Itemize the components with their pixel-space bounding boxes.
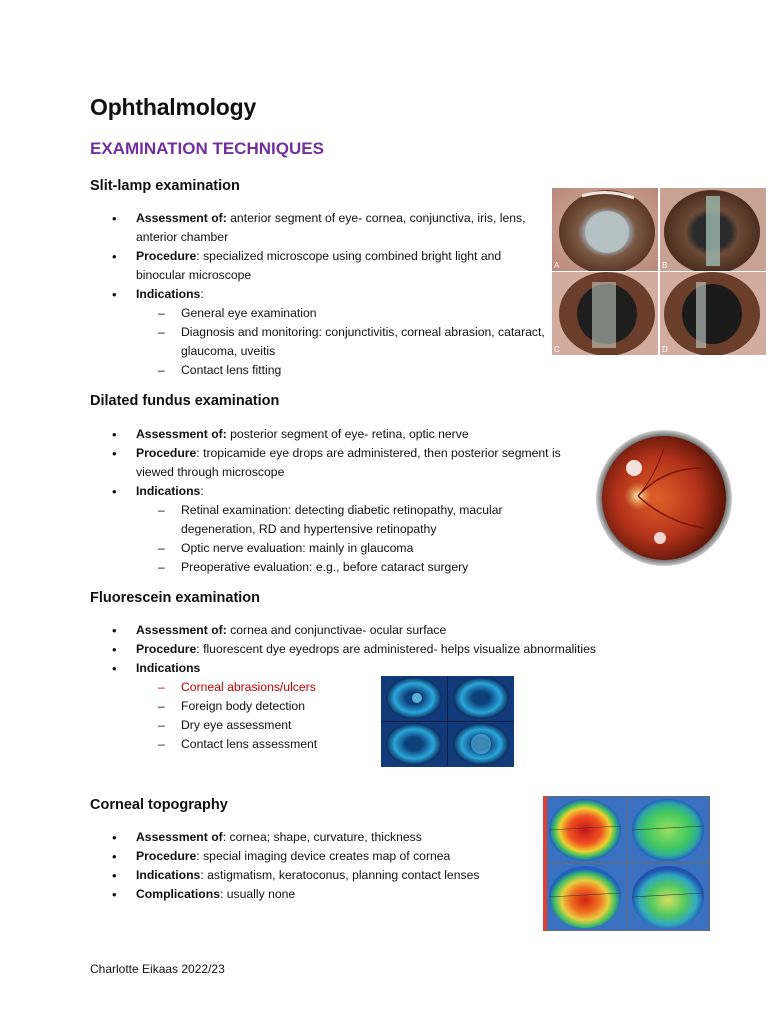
list-item bbox=[90, 444, 590, 482]
indications-label: Indications bbox=[136, 661, 201, 675]
fluorescein-figure bbox=[381, 676, 514, 767]
figure-label-a: A bbox=[554, 261, 560, 270]
slit-lamp-photo-a bbox=[552, 188, 658, 271]
assessment-label: Assessment of bbox=[136, 830, 223, 844]
sub-list-item: – Retinal examination: detecting diabetic retinopathy, macular degeneration, RD and hypertensive retinopathy bbox=[136, 501, 536, 539]
slit-lamp-photo-c bbox=[552, 272, 658, 355]
list-item bbox=[90, 425, 590, 444]
assessment-text: cornea and conjunctivae- ocular surface bbox=[226, 623, 447, 637]
list-item bbox=[90, 482, 590, 577]
list-item bbox=[90, 621, 670, 640]
indications-colon: : bbox=[200, 287, 204, 301]
procedure-text: : special imaging device creates map of cornea bbox=[196, 849, 451, 863]
sub-list-item: – Preoperative evaluation: e.g., before cataract surgery bbox=[136, 558, 536, 577]
complications-text: : usually none bbox=[219, 887, 296, 901]
slit-lamp-heading: Slit-lamp examination bbox=[90, 178, 240, 194]
fundus-photo bbox=[594, 428, 734, 568]
list-item bbox=[90, 828, 530, 847]
slit-lamp-list bbox=[90, 209, 545, 380]
assessment-label: Assessment of: bbox=[136, 623, 227, 637]
sub-list-item-highlight: – Corneal abrasions/ulcers bbox=[136, 678, 670, 697]
indications-sublist bbox=[136, 501, 536, 577]
assessment-text: anterior segment of eye- cornea, conjunctiva, iris, lens, anterior chamber bbox=[136, 211, 526, 244]
indications-sublist bbox=[136, 304, 545, 380]
list-item bbox=[90, 209, 545, 247]
procedure-label: Procedure bbox=[136, 249, 197, 263]
list-item bbox=[90, 285, 545, 380]
procedure-text: : tropicamide eye drops are administered, then posterior segment is viewed through microscope bbox=[136, 446, 561, 479]
procedure-label: Procedure bbox=[136, 446, 197, 460]
indications-colon: : bbox=[200, 484, 204, 498]
list-item bbox=[90, 866, 530, 885]
slit-lamp-figure bbox=[552, 188, 766, 355]
fluorescein-heading: Fluorescein examination bbox=[90, 590, 261, 606]
fundus-list bbox=[90, 425, 590, 577]
topography-heading: Corneal topography bbox=[90, 797, 228, 813]
assessment-label: Assessment of: bbox=[136, 427, 227, 441]
indications-label: Indications bbox=[136, 868, 201, 882]
list-item bbox=[90, 885, 530, 904]
page-footer: Charlotte Eikaas 2022/23 bbox=[90, 962, 225, 976]
page-title: Ophthalmology bbox=[90, 94, 257, 120]
figure-label-c: C bbox=[554, 345, 560, 354]
procedure-label: Procedure bbox=[136, 849, 197, 863]
assessment-text: : cornea; shape, curvature, thickness bbox=[222, 830, 422, 844]
indications-text: : astigmatism, keratoconus, planning contact lenses bbox=[200, 868, 480, 882]
assessment-label: Assessment of: bbox=[136, 211, 227, 225]
figure-label-d: D bbox=[662, 345, 668, 354]
assessment-text: posterior segment of eye- retina, optic nerve bbox=[226, 427, 469, 441]
sub-list-item: – Contact lens assessment bbox=[136, 735, 670, 754]
list-item bbox=[90, 659, 670, 754]
sub-list-item: – General eye examination bbox=[136, 304, 545, 323]
fundus-heading: Dilated fundus examination bbox=[90, 393, 280, 409]
slit-lamp-photo-d bbox=[660, 272, 766, 355]
sub-list-item: – Foreign body detection bbox=[136, 697, 670, 716]
list-item bbox=[90, 640, 670, 659]
indications-label: Indications bbox=[136, 484, 201, 498]
sub-list-item: – Contact lens fitting bbox=[136, 361, 545, 380]
indications-label: Indications bbox=[136, 287, 201, 301]
figure-label-b: B bbox=[662, 261, 668, 270]
sub-list-item: – Diagnosis and monitoring: conjunctivitis, corneal abrasion, cataract, glaucoma, uveitis bbox=[136, 323, 545, 361]
complications-label: Complications bbox=[136, 887, 220, 901]
procedure-label: Procedure bbox=[136, 642, 197, 656]
procedure-text: : fluorescent dye eyedrops are administered- helps visualize abnormalities bbox=[196, 642, 596, 656]
topography-list bbox=[90, 828, 530, 904]
fluorescein-list bbox=[90, 621, 670, 754]
section-heading: EXAMINATION TECHNIQUES bbox=[90, 139, 324, 158]
procedure-text: : specialized microscope using combined bright light and binocular microscope bbox=[136, 249, 502, 282]
sub-list-item: – Dry eye assessment bbox=[136, 716, 670, 735]
list-item bbox=[90, 847, 530, 866]
list-item bbox=[90, 247, 545, 285]
sub-list-item: – Optic nerve evaluation: mainly in glaucoma bbox=[136, 539, 536, 558]
slit-lamp-photo-b bbox=[660, 188, 766, 271]
topography-figure bbox=[543, 796, 710, 931]
